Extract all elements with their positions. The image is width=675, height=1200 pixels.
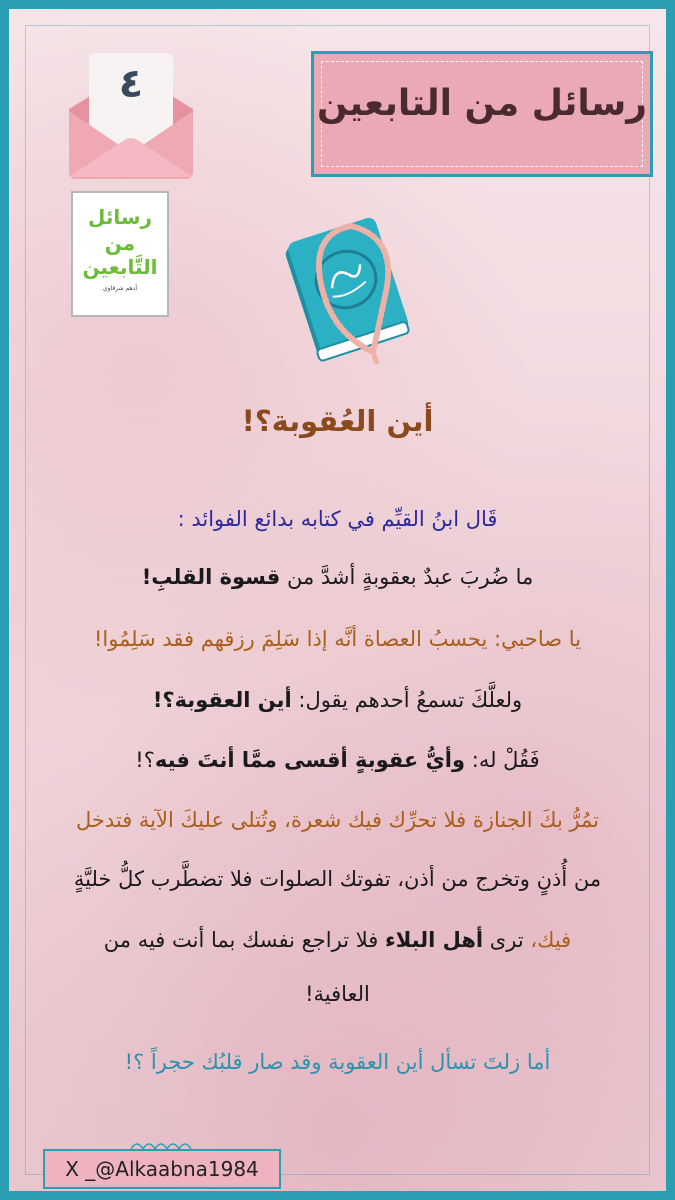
page-title: رسائل من التابعين <box>316 83 648 124</box>
book-cover-line3: التَّابعين <box>82 255 158 279</box>
body-line-3 <box>39 685 636 715</box>
body-line-3-emphasis: أين العقوبة؟! <box>152 688 292 712</box>
body-line-3-text: ولعلَّكَ تسمعُ أحدهم يقول: <box>291 688 523 712</box>
section-heading: أين العُقوبة؟! <box>241 404 434 438</box>
body-line-8: العافية! <box>305 982 370 1006</box>
quran-book-icon <box>281 214 411 364</box>
envelope-icon <box>61 49 201 181</box>
body-line-7-emphasis: أهل البلاء <box>384 928 484 952</box>
body-line-1 <box>39 562 636 592</box>
body-line-6: من أُذنٍ وتخرج من أذن، تفوتك الصلوات فلا تضطَّرب كلُّ خليَّةٍ <box>73 867 602 891</box>
book-cover-author: أدهم شرقاوي <box>102 285 138 292</box>
body-line-5: تمُرُّ بكَ الجنازة فلا تحرِّك فيك شعرة، وتُتلى عليكَ الآية فتدخل <box>75 808 600 832</box>
body-line-4-emphasis: وأيُّ عقوبةٍ أقسى ممَّا أنتَ فيه <box>154 748 466 772</box>
body-line-1-emphasis: قسوة القلبِ! <box>141 565 281 589</box>
book-cover-line1: رسائل <box>87 205 153 229</box>
body-line-7-text-a: فيك، <box>523 928 572 952</box>
body-line-7-text-d: فلا تراجع نفسك بما أنت فيه من <box>103 928 385 952</box>
body-line-4-punct: ؟! <box>135 748 155 772</box>
book-cover-line2: من <box>104 231 136 255</box>
body-line-7-text-b: ترى <box>483 928 524 952</box>
closing-line: أما زلتَ تسأل أين العقوبة وقد صار قلبُك حجراً ؟! <box>124 1050 551 1074</box>
body-line-4 <box>39 745 636 775</box>
body-line-2: يا صاحبي: يحسبُ العصاة أنَّه إذا سَلِمَ رزقهم فقد سَلِمُوا! <box>93 627 582 651</box>
body-line-7 <box>39 925 636 955</box>
body-line-1-text: ما ضُربَ عبدٌ بعقوبةٍ أشدَّ من <box>280 565 534 589</box>
body-line-4-text: فَقُلْ له: <box>465 748 540 772</box>
book-cover-image <box>71 191 169 317</box>
envelope-number: ٤ <box>118 61 144 107</box>
intro-line: قَال ابنُ القيِّم في كتابه بدائع الفوائد : <box>177 507 498 531</box>
social-handle-badge: X _@Alkaabna1984 <box>43 1149 281 1189</box>
